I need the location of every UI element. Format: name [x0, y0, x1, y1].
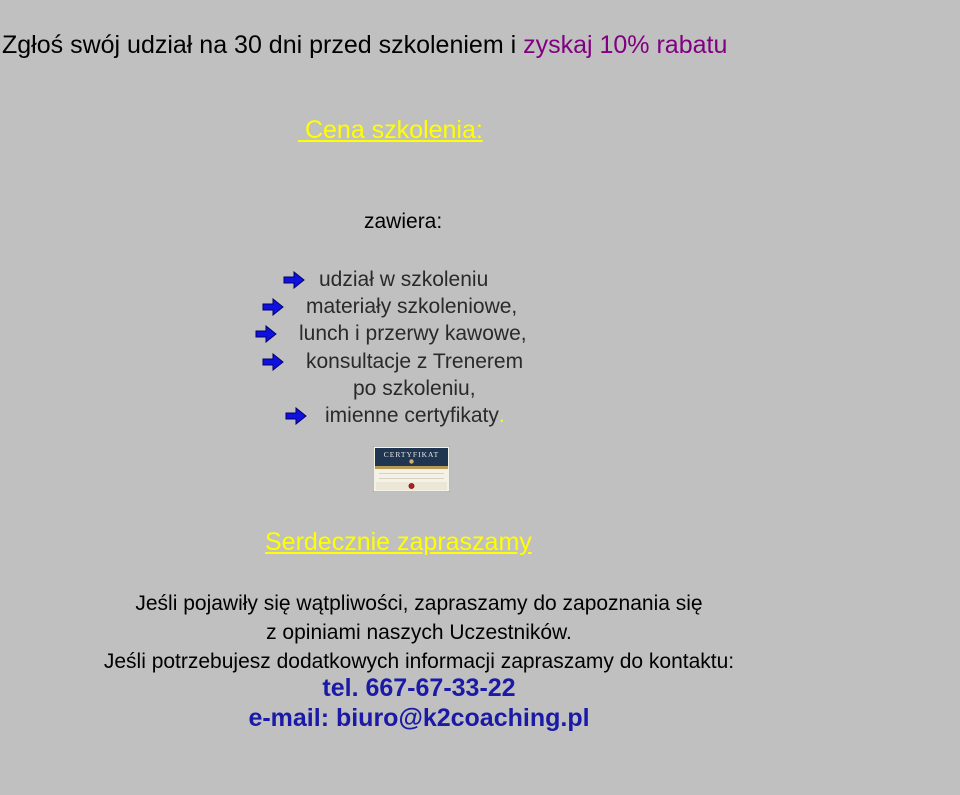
- arrow-right-icon: [285, 407, 307, 425]
- list-item-text: po szkoleniu,: [353, 377, 476, 400]
- list-item-dot: .: [498, 404, 505, 427]
- price-title: [298, 116, 483, 145]
- list-item: [283, 268, 488, 292]
- certificate-image: [373, 446, 450, 492]
- contact-phone[interactable]: tel. 667-67-33-22: [322, 674, 516, 702]
- invite-heading: Serdecznie zapraszamy: [265, 528, 532, 556]
- info-block: [0, 589, 838, 676]
- list-item-text: udział w szkoleniu: [319, 268, 489, 291]
- headline-text: Zgłoś swój udział na 30 dni przed szkoleniem i: [2, 31, 524, 59]
- arrow-right-icon: [283, 271, 305, 289]
- list-item: [285, 404, 505, 428]
- list-item-text: konsultacje z Trenerem: [306, 350, 524, 373]
- contact-email[interactable]: e-mail: biuro@k2coaching.pl: [248, 704, 590, 732]
- arrow-right-icon: [262, 353, 284, 371]
- price-title-text: Cena szkolenia:: [304, 116, 483, 144]
- includes-label: zawiera:: [364, 210, 443, 233]
- list-item-text: lunch i przerwy kawowe,: [299, 322, 527, 345]
- headline-accent: zyskaj 10% rabatu: [523, 31, 728, 59]
- list-item: [353, 377, 476, 401]
- list-item: [262, 350, 523, 374]
- headline: [2, 31, 727, 60]
- certificate-label: CERTYFIKAT: [383, 450, 440, 459]
- info-line: Jeśli potrzebujesz dodatkowych informacji zapraszamy do kontaktu:: [103, 650, 735, 673]
- info-line: Jeśli pojawiły się wątpliwości, zapraszamy do zapoznania się: [135, 592, 703, 615]
- list-item-text: materiały szkoleniowe,: [306, 295, 518, 318]
- list-item: [255, 322, 527, 346]
- arrow-right-icon: [255, 325, 277, 343]
- list-item-text: imienne certyfikaty: [325, 404, 499, 427]
- contact-block: [0, 673, 838, 733]
- list-item: [262, 295, 517, 319]
- info-line: z opiniami naszych Uczestników.: [266, 621, 572, 644]
- arrow-right-icon: [262, 298, 284, 316]
